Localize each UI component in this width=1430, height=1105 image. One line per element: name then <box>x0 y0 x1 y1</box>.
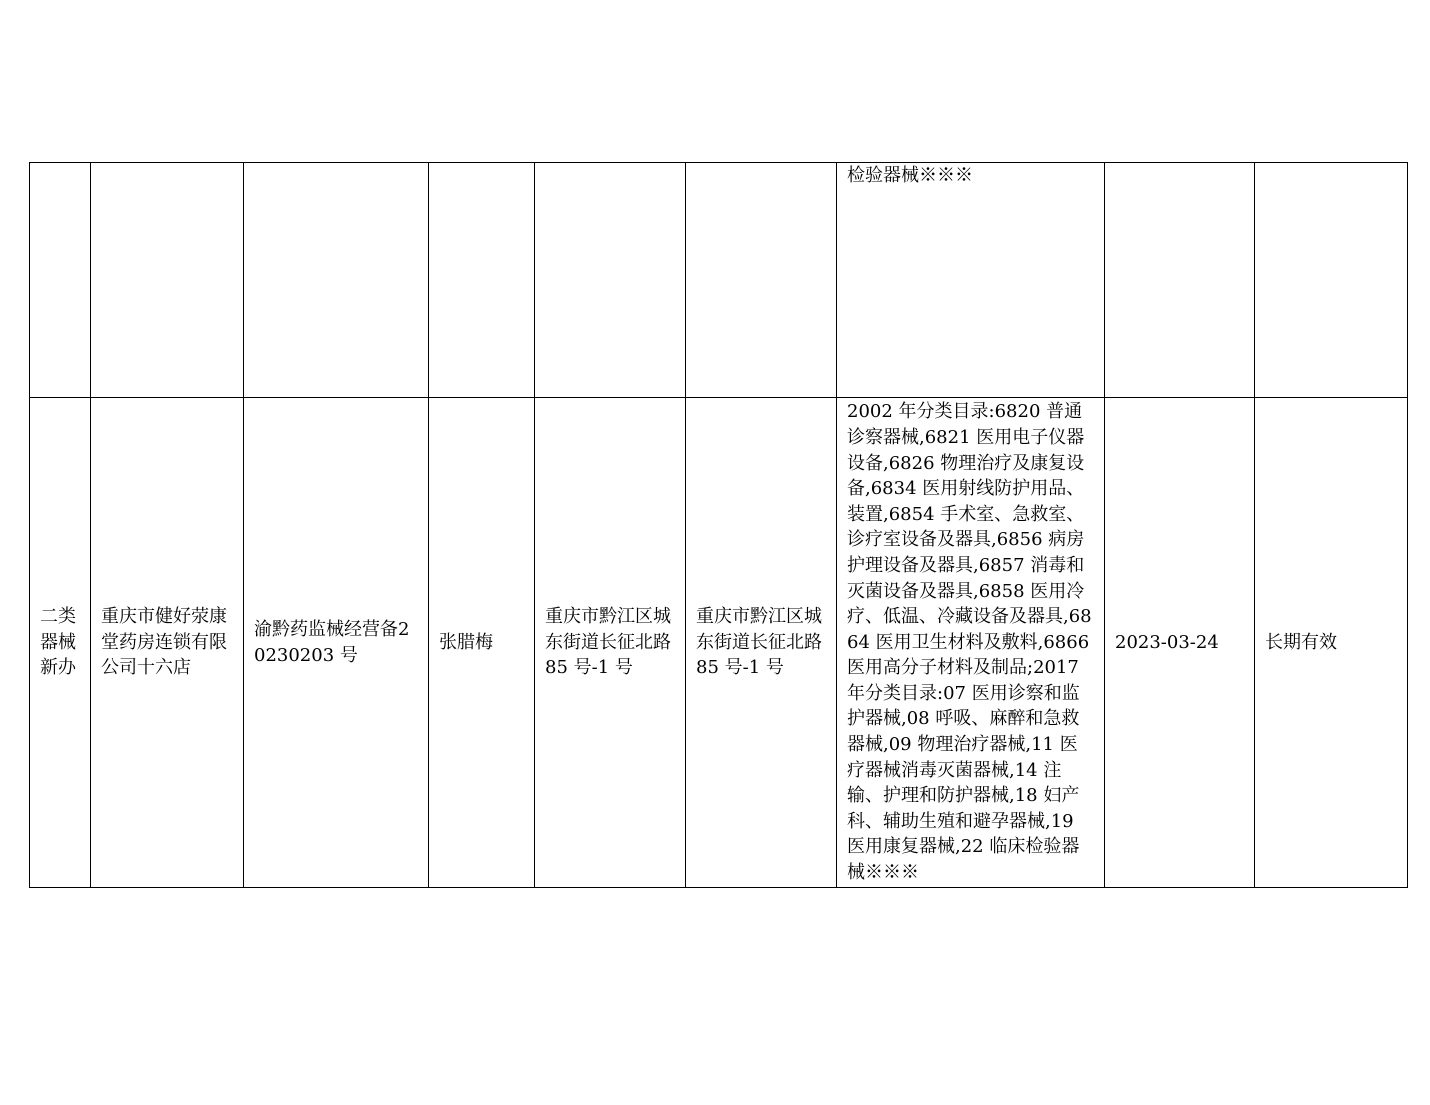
person-cell <box>429 163 535 398</box>
scope-cell: 检验器械※※※ <box>837 163 1105 398</box>
scope-cell: 2002 年分类目录:6820 普通诊察器械,6821 医用电子仪器设备,6826 物理治疗及康复设备,6834 医用射线防护用品、装置,6854 手术室、急救室、诊疗室设备及器具,6856 病房护理设备及器具,6857 消毒和灭菌设备及器具,6858 医用冷疗、低温、冷藏设备及器具,6864 医用卫生材料及敷料,6866 医用高分子材料及制品;2017 年分类目录:07 医用诊察和监护器械,08 呼吸、麻醉和急救器械,09 物理治疗器械,11 医疗器械消毒灭菌器械,14 注输、护理和防护器械,18 妇产科、辅助生殖和避孕器械,19 医用康复器械,22 临床检验器械※※※ <box>837 398 1105 888</box>
person-cell: 张腊梅 <box>429 398 535 888</box>
table-row <box>30 398 1408 888</box>
company-cell: 重庆市健好荥康堂药房连锁有限公司十六店 <box>91 398 244 888</box>
address-cell <box>535 163 686 398</box>
table-row <box>30 163 1408 398</box>
category-cell <box>30 163 91 398</box>
date-cell: 2023-03-24 <box>1105 398 1255 888</box>
storage-address-cell <box>686 163 837 398</box>
category-cell: 二类器械新办 <box>30 398 91 888</box>
date-cell <box>1105 163 1255 398</box>
record-number-cell: 渝黔药监械经营备20230203 号 <box>244 398 429 888</box>
record-number-cell <box>244 163 429 398</box>
address-cell: 重庆市黔江区城东街道长征北路 85 号-1 号 <box>535 398 686 888</box>
validity-cell <box>1255 163 1408 398</box>
company-cell <box>91 163 244 398</box>
storage-address-cell: 重庆市黔江区城东街道长征北路 85 号-1 号 <box>686 398 837 888</box>
validity-cell: 长期有效 <box>1255 398 1408 888</box>
record-table <box>29 162 1408 888</box>
